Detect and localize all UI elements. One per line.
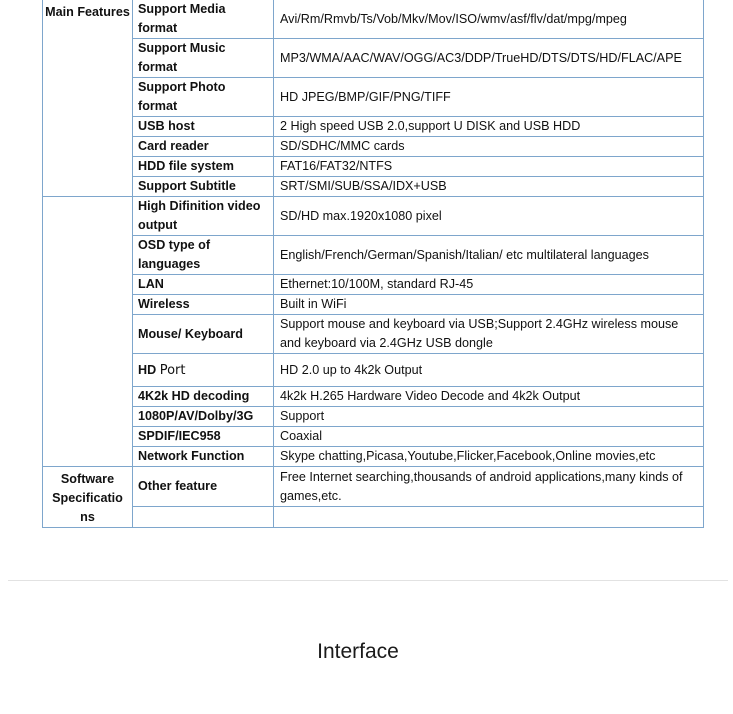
section-divider [8,580,728,581]
feature-value: SD/HD max.1920x1080 pixel [274,197,704,236]
table-row [43,0,704,39]
feature-label-plain: Port [159,362,186,378]
feature-value: English/French/German/Spanish/Italian/ etc multilateral languages [274,236,704,275]
feature-value [274,507,704,528]
feature-label: Support Photo format [133,78,274,117]
feature-label [133,507,274,528]
feature-value: Ethernet:10/100M, standard RJ-45 [274,275,704,295]
feature-label: Card reader [133,137,274,157]
feature-value: MP3/WMA/AAC/WAV/OGG/AC3/DDP/TrueHD/DTS/DTS/HD/FLAC/APE [274,39,704,78]
category-software-specifications: Software Specificatio ns [43,467,133,528]
feature-value: 4k2k H.265 Hardware Video Decode and 4k2k Output [274,387,704,407]
table-row [43,447,704,467]
table-row [43,39,704,78]
feature-label: Support Media format [133,0,274,39]
table-row [43,137,704,157]
table-row [43,387,704,407]
table-row [43,236,704,275]
table-row [43,354,704,387]
table-row [43,157,704,177]
feature-label: OSD type of languages [133,236,274,275]
table-row [43,467,704,507]
table-row [43,197,704,236]
feature-value: HD 2.0 up to 4k2k Output [274,354,704,387]
feature-value: HD JPEG/BMP/GIF/PNG/TIFF [274,78,704,117]
feature-value: SRT/SMI/SUB/SSA/IDX+USB [274,177,704,197]
feature-value: SD/SDHC/MMC cards [274,137,704,157]
feature-value: FAT16/FAT32/NTFS [274,157,704,177]
table-row [43,315,704,354]
category-main-features: Main Features [43,0,133,197]
feature-value: Support mouse and keyboard via USB;Support 2.4GHz wireless mouse and keyboard via 2.4GHz USB dongle [274,315,704,354]
feature-value: Avi/Rm/Rmvb/Ts/Vob/Mkv/Mov/ISO/wmv/asf/flv/dat/mpg/mpeg [274,0,704,39]
feature-label: Other feature [133,467,274,507]
feature-label: 1080P/AV/Dolby/3G [133,407,274,427]
section-title: Interface [317,640,399,663]
feature-value: Built in WiFi [274,295,704,315]
feature-label: LAN [133,275,274,295]
feature-label: USB host [133,117,274,137]
table-row [43,177,704,197]
feature-value: Free Internet searching,thousands of android applications,many kinds of games,etc. [274,467,704,507]
feature-value: Coaxial [274,427,704,447]
category-empty [43,197,133,467]
feature-label-bold: HD [138,362,157,377]
feature-label: Mouse/ Keyboard [133,315,274,354]
feature-label: Support Subtitle [133,177,274,197]
table-row [43,78,704,117]
feature-label-hd-port [133,354,274,387]
table-row [43,407,704,427]
feature-label: 4K2k HD decoding [133,387,274,407]
feature-label: Support Music format [133,39,274,78]
table-row [43,117,704,137]
feature-label: Network Function [133,447,274,467]
table-row [43,295,704,315]
table-row [43,507,704,528]
feature-label: Wireless [133,295,274,315]
feature-label: High Difinition video output [133,197,274,236]
table-row [43,275,704,295]
feature-label: SPDIF/IEC958 [133,427,274,447]
table-row [43,427,704,447]
feature-value: Skype chatting,Picasa,Youtube,Flicker,Facebook,Online movies,etc [274,447,704,467]
feature-value: 2 High speed USB 2.0,support U DISK and USB HDD [274,117,704,137]
feature-value: Support [274,407,704,427]
spec-table [42,0,704,528]
feature-label: HDD file system [133,157,274,177]
